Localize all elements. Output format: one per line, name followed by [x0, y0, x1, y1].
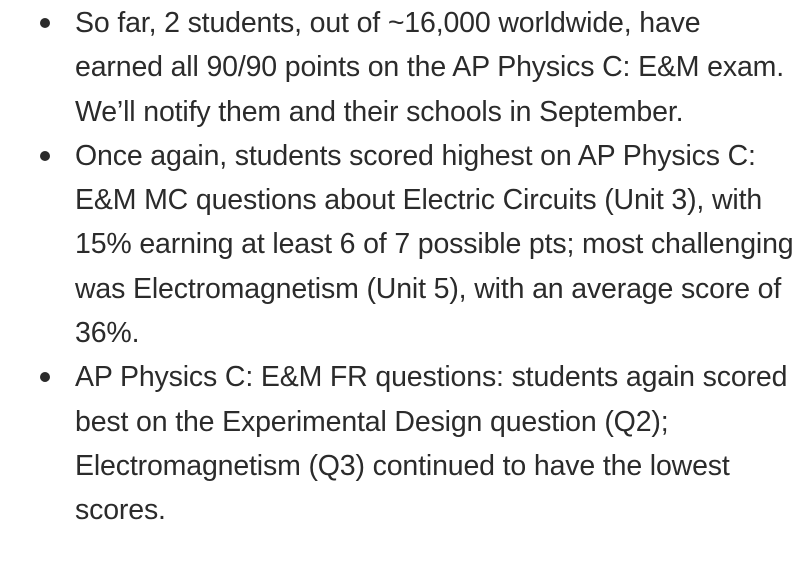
list-item [0, 355, 810, 532]
bullet-text: Once again, students scored highest on AP Physics C: E&M MC questions about Electric Circuits (Unit 3), with 15% earning at least 6 of 7 possible pts; most challenging was Electromagnetism (Unit 5), with an average score of 36%. [75, 139, 794, 350]
bullet-list [0, 1, 810, 533]
bullet-point-icon [40, 372, 50, 382]
bullet-point-icon [40, 151, 50, 161]
list-item [0, 1, 810, 134]
bullet-text: So far, 2 students, out of ~16,000 worldwide, have earned all 90/90 points on the AP Physics C: E&M exam. We’ll notify them and their schools in September. [75, 7, 785, 128]
bullet-point-icon [40, 18, 50, 28]
bullet-text: AP Physics C: E&M FR questions: students again scored best on the Experimental Design question (Q2); Electromagnetism (Q3) continued to have the lowest scores. [75, 361, 788, 527]
list-item [0, 134, 810, 355]
